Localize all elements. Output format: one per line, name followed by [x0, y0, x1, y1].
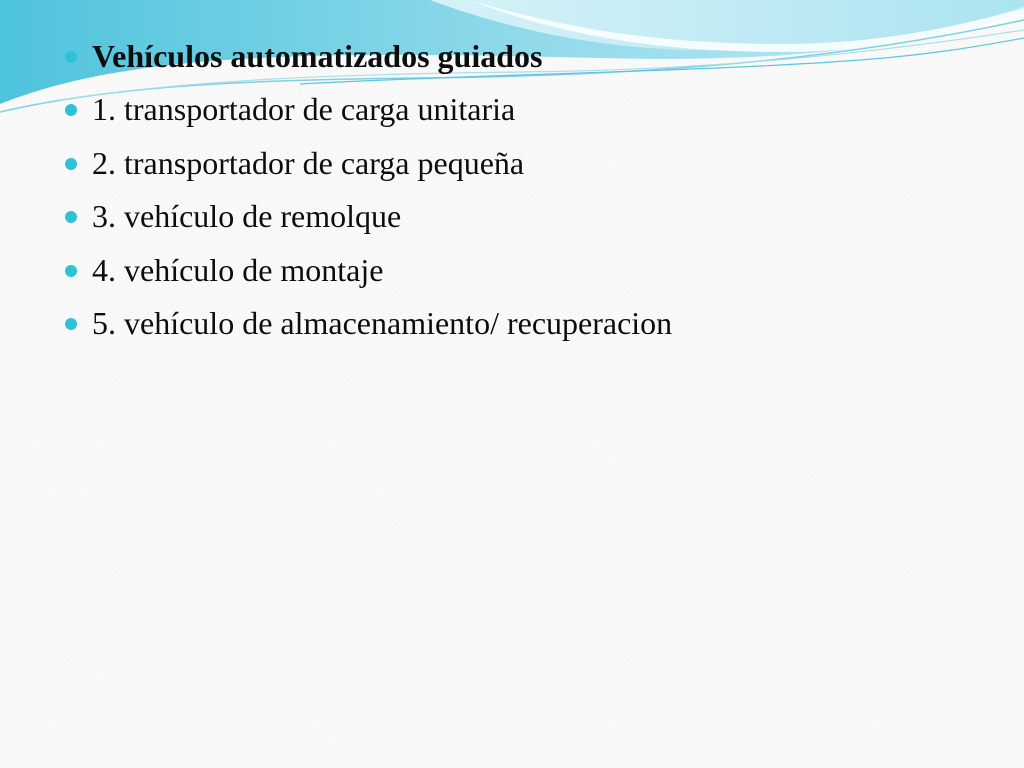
bullet-item-3 — [62, 193, 672, 246]
bullet-dot-icon — [65, 211, 77, 223]
bullet-dot-icon — [65, 104, 77, 116]
bullet-text: 5. vehículo de almacenamiento/ recuperacion — [92, 304, 673, 341]
bullet-text: 2. transportador de carga pequeña — [92, 144, 525, 181]
bullet-item-2 — [62, 140, 672, 193]
bullet-item-title — [62, 33, 672, 86]
bullet-text: 3. vehículo de remolque — [92, 198, 402, 235]
bullet-dot-icon — [65, 265, 77, 277]
bullet-item-4 — [62, 247, 672, 300]
bullet-dot-icon — [65, 318, 77, 330]
bullet-text: 1. transportador de carga unitaria — [92, 91, 516, 128]
bullet-item-1 — [62, 86, 672, 139]
bullet-list — [62, 33, 672, 353]
bullet-text: 4. vehículo de montaje — [92, 251, 384, 288]
bullet-text: Vehículos automatizados guiados — [92, 38, 543, 74]
bullet-dot-icon — [65, 158, 77, 170]
bullet-dot-icon — [65, 51, 77, 63]
bullet-item-5 — [62, 300, 672, 353]
